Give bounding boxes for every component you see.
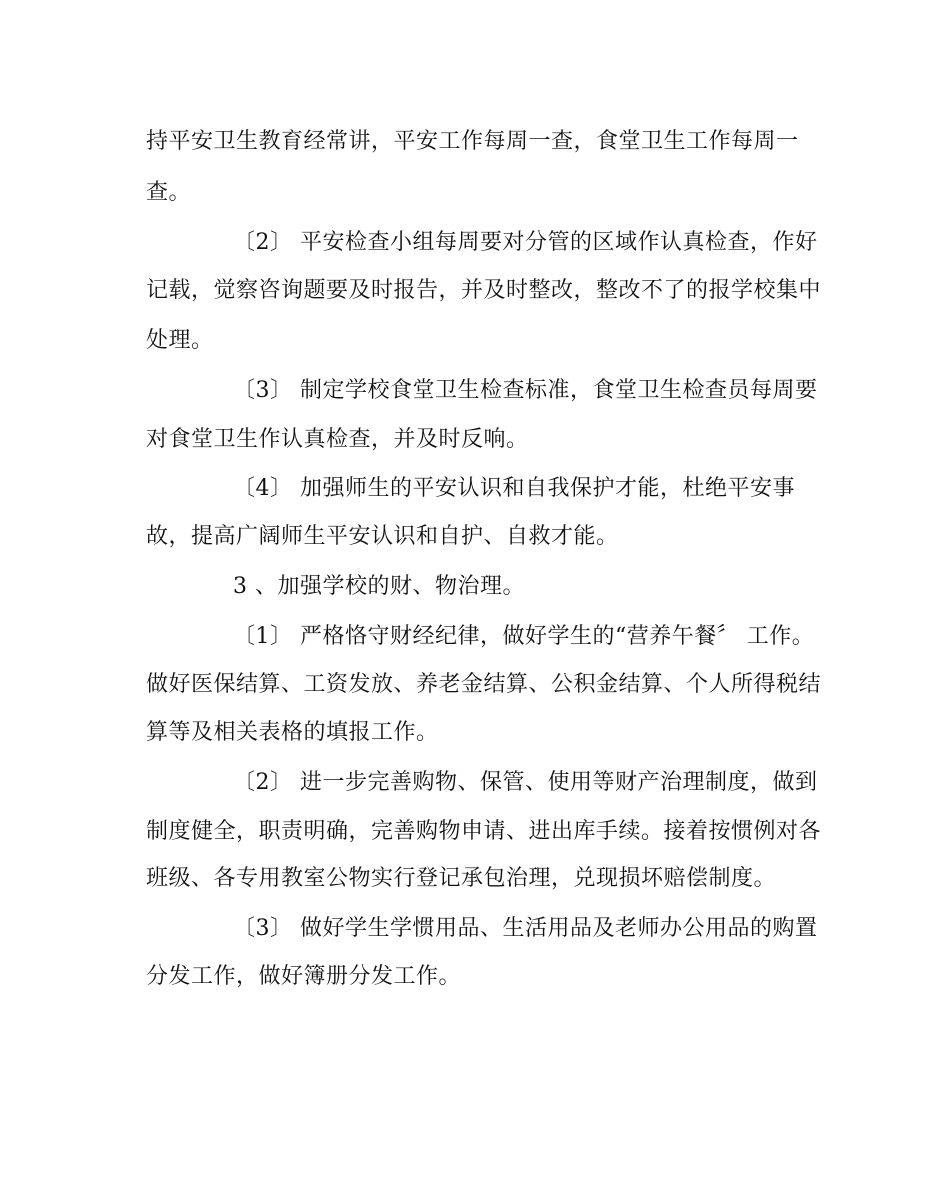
text-line-6: 〔3〕 制定学校食堂卫生检查标准，食堂卫生检查员每周要 xyxy=(233,378,818,403)
text-line-3: 〔2〕 平安检查小组每周要对分管的区域作认真检查，作好 xyxy=(233,230,818,255)
text-line-11: 〔1〕 严格恪守财经纪律，做好学生的“营养午餐〞 工作。 xyxy=(233,624,815,649)
text-line-8: 〔4〕 加强师生的平安认识和自我保护才能，杜绝平安事 xyxy=(233,476,795,501)
text-line-12: 做好医保结算、工资发放、养老金结算、公积金结算、个人所得税结 xyxy=(146,672,822,697)
text-line-9: 故，提高广阔师生平安认识和自护、自救才能。 xyxy=(146,524,619,549)
text-line-13: 算等及相关表格的填报工作。 xyxy=(146,720,439,745)
text-line-4: 记载，觉察咨询题要及时报告，并及时整改，整改不了的报学校集中 xyxy=(146,278,822,303)
text-line-10: 3 、加强学校的财、物治理。 xyxy=(233,574,525,599)
text-line-17: 〔3〕 做好学生学惯用品、生活用品及老师办公用品的购置 xyxy=(233,916,818,941)
text-line-18: 分发工作，做好簿册分发工作。 xyxy=(146,964,462,989)
text-line-15: 制度健全，职责明确，完善购物申请、进出库手续。接着按惯例对各 xyxy=(146,819,822,844)
text-line-5: 处理。 xyxy=(146,328,214,353)
text-line-2: 查。 xyxy=(146,180,192,205)
text-line-1: 持平安卫生教育经常讲，平安工作每周一查，食堂卫生工作每周一 xyxy=(146,129,799,154)
text-line-14: 〔2〕 进一步完善购物、保管、使用等财产治理制度，做到 xyxy=(233,770,818,795)
text-line-7: 对食堂卫生作认真检查，并及时反响。 xyxy=(146,427,529,452)
text-line-16: 班级、各专用教室公物实行登记承包治理，兑现损坏赔偿制度。 xyxy=(146,866,777,891)
